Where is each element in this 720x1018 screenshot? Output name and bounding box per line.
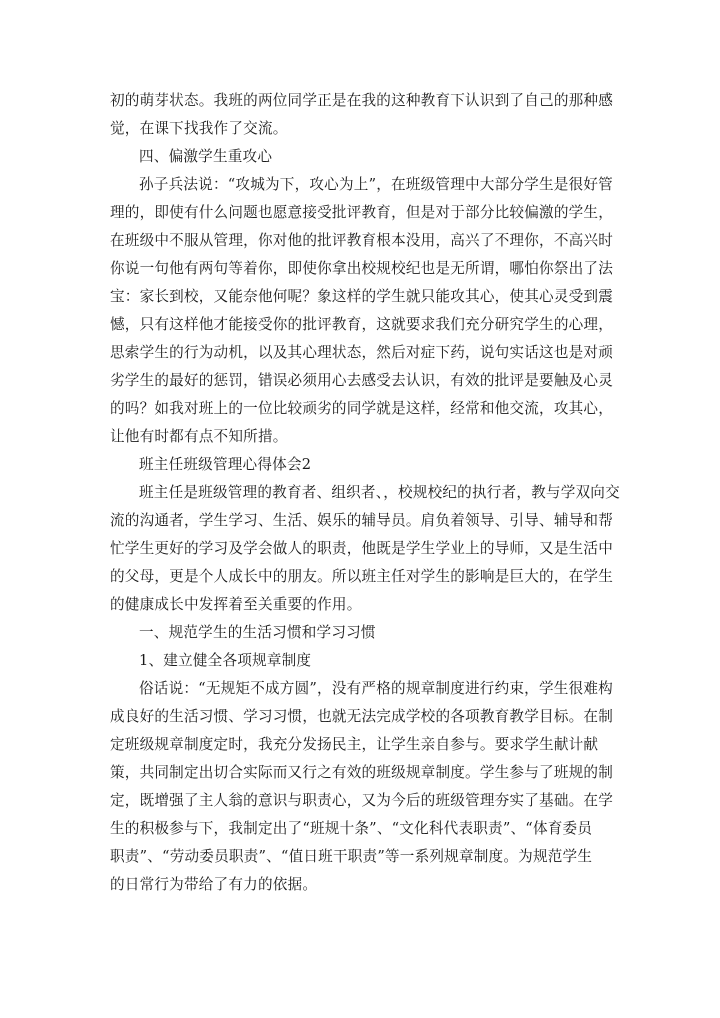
text-line: 的父母，更是个人成长中的朋友。所以班主任对学生的影响是巨大的，在学生 <box>110 568 613 585</box>
text-line: 劣学生的最好的惩罚，错误必须用心去感受去认识，有效的批评是要触及心灵 <box>110 372 613 389</box>
text-line: 流的沟通者，学生学习、生活、娱乐的辅导员。肩负着领导、引导、辅导和帮 <box>110 512 613 529</box>
section-heading: 1、建立健全各项规章制度 <box>139 652 312 669</box>
section-heading: 一、规范学生的生活习惯和学习习惯 <box>139 624 376 641</box>
text-line: 在班级中不服从管理，你对他的批评教育根本没用，高兴了不理你，不高兴时 <box>110 232 613 249</box>
text-line: 成良好的生活习惯、学习习惯，也就无法完成学校的各项教育教学目标。在制 <box>110 708 613 725</box>
document-body <box>110 87 622 899</box>
text-line: 定，既增强了主人翁的意识与职责心，又为今后的班级管理夯实了基础。在学 <box>110 792 613 809</box>
text-line: 的日常行为带给了有力的依据。 <box>110 876 318 893</box>
text-line: 生的积极参与下，我制定出了“班规十条”、“文化科代表职责”、“体育委员 <box>110 820 593 837</box>
text-line: 理的，即使有什么问题也愿意接受批评教育，但是对于部分比较偏激的学生， <box>110 204 613 221</box>
section-heading: 班主任班级管理心得体会2 <box>139 456 312 473</box>
text-line: 宝：家长到校，又能奈他何呢？象这样的学生就只能攻其心，使其心灵受到震 <box>110 288 613 305</box>
text-line: 职责”、“劳动委员职责”、“值日班干职责”等一系列规章制度。为规范学生 <box>110 848 593 865</box>
text-line: 策，共同制定出切合实际而又行之有效的班级规章制度。学生参与了班规的制 <box>110 764 613 781</box>
text-line: 班主任是班级管理的教育者、组织者、，校规校纪的执行者，教与学双向交 <box>139 484 620 501</box>
text-line: 忙学生更好的学习及学会做人的职责，他既是学生学业上的导师，又是生活中 <box>110 540 613 557</box>
text-line: 觉，在课下找我作了交流。 <box>110 120 288 137</box>
text-line: 初的萌芽状态。我班的两位同学正是在我的这种教育下认识到了自己的那种感 <box>110 92 613 109</box>
text-line: 让他有时都有点不知所措。 <box>110 428 288 445</box>
text-line: 俗话说：“无规矩不成方圆”，没有严格的规章制度进行约束，学生很难构 <box>139 680 613 697</box>
text-line: 憾，只有这样他才能接受你的批评教育，这就要求我们充分研究学生的心理， <box>110 316 613 333</box>
text-line: 你说一句他有两句等着你，即使你拿出校规校纪也是无所谓，哪怕你祭出了法 <box>110 260 613 277</box>
text-line: 的健康成长中发挥着至关重要的作用。 <box>110 596 362 613</box>
text-line: 思索学生的行为动机，以及其心理状态，然后对症下药，说句实话这也是对顽 <box>110 344 613 361</box>
text-line: 的吗？如我对班上的一位比较顽劣的同学就是这样，经常和他交流，攻其心， <box>110 400 613 417</box>
text-line: 孙子兵法说：“攻城为下，攻心为上”，在班级管理中大部分学生是很好管 <box>139 176 613 193</box>
text-line: 定班级规章制度定时，我充分发扬民主，让学生亲自参与。要求学生献计献 <box>110 736 599 753</box>
section-heading: 四、偏激学生重攻心 <box>139 148 273 165</box>
